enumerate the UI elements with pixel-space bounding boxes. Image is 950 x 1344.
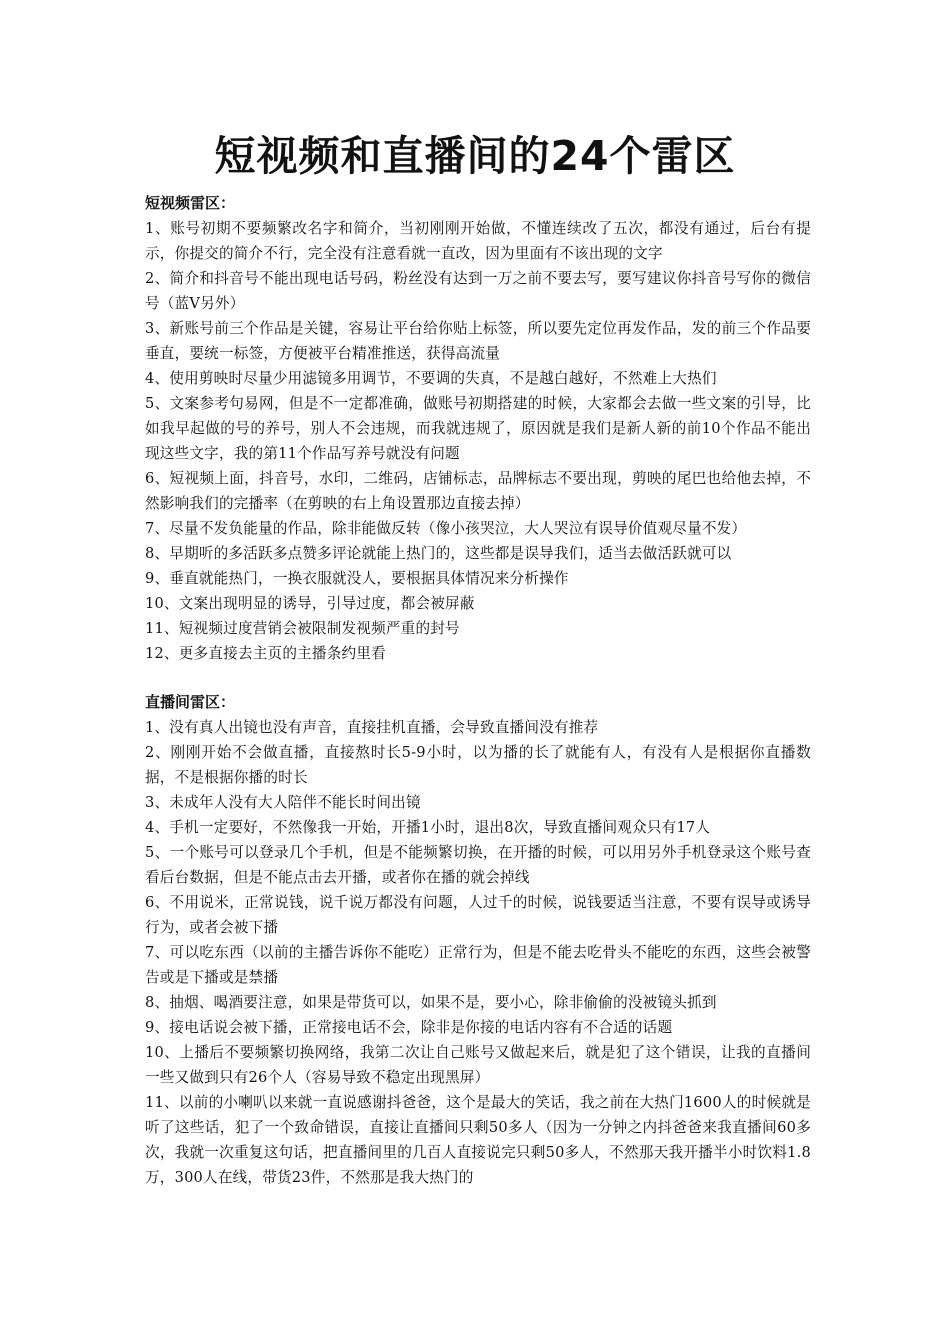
document-body [145, 191, 811, 1190]
page-title: 短视频和直播间的24个雷区 [214, 132, 736, 180]
short-video-item-3: 3、新账号前三个作品是关键，容易让平台给你贴上标签，所以要先定位再发作品，发的前三个作品要垂直，要统一标签，方便被平台精准推送，获得高流量 [145, 320, 811, 362]
live-room-item-9: 9、接电话说会被下播，正常接电话不会，除非是你接的电话内容有不合适的话题 [145, 1019, 673, 1036]
live-room-item-4: 4、手机一定要好，不然像我一开始，开播1小时，退出8次，导致直播间观众只有17人 [145, 819, 711, 836]
short-video-item-9: 9、垂直就能热门，一换衣服就没人，要根据具体情况来分析操作 [145, 570, 569, 587]
short-video-item-7: 7、尽量不发负能量的作品，除非能做反转（像小孩哭泣，大人哭泣有误导价值观尽量不发） [145, 520, 747, 537]
section-heading-live-room: 直播间雷区： [145, 693, 236, 711]
short-video-item-5: 5、文案参考句易网，但是不一定都准确，做账号初期搭建的时候，大家都会去做一些文案的引导，比如我早起做的号的养号，别人不会违规，而我就违规了，原因就是我们是新人新的前10个作品不能出现这些文字，我的第11个作品写养号就没有问题 [145, 395, 811, 462]
short-video-item-6: 6、短视频上面，抖音号，水印，二维码，店铺标志，品牌标志不要出现，剪映的尾巴也给他去掉，不然影响我们的完播率（在剪映的右上角设置那边直接去掉） [145, 470, 811, 512]
live-room-item-10: 10、上播后不要频繁切换网络，我第二次让自己账号又做起来后，就是犯了这个错误，让我的直播间一些又做到只有26个人（容易导致不稳定出现黑屏） [145, 1044, 811, 1086]
short-video-item-12: 12、更多直接去主页的主播条约里看 [145, 645, 386, 662]
live-room-item-7: 7、可以吃东西（以前的主播告诉你不能吃）正常行为，但是不能去吃骨头不能吃的东西，这些会被警告或是下播或是禁播 [145, 944, 811, 986]
live-room-item-5: 5、一个账号可以登录几个手机，但是不能频繁切换，在开播的时候，可以用另外手机登录这个账号查看后台数据，但是不能点击去开播，或者你在播的就会掉线 [145, 844, 811, 886]
section-spacer [145, 666, 811, 690]
live-room-item-6: 6、不用说米，正常说钱，说千说万都没有问题，人过千的时候，说钱要适当注意，不要有误导或诱导行为，或者会被下播 [145, 894, 811, 936]
short-video-item-2: 2、简介和抖音号不能出现电话号码，粉丝没有达到一万之前不要去写，要写建议你抖音号写你的微信号（蓝V另外） [145, 270, 811, 312]
live-room-item-3: 3、未成年人没有大人陪伴不能长时间出镜 [145, 794, 421, 811]
section-heading-short-video: 短视频雷区： [145, 194, 236, 212]
live-room-item-1: 1、没有真人出镜也没有声音，直接挂机直播，会导致直播间没有推荐 [145, 719, 599, 736]
live-room-item-2: 2、刚刚开始不会做直播，直接熬时长5-9小时，以为播的长了就能有人，有没有人是根据你直播数据，不是根据你播的时长 [145, 744, 811, 786]
live-room-item-11: 11、以前的小喇叭以来就一直说感谢抖爸爸，这个是最大的笑话，我之前在大热门1600人的时候就是听了这些话，犯了一个致命错误，直接让直播间只剩50多人（因为一分钟之内抖爸爸来我直播间60多次，我就一次重复这句话，把直播间里的几百人直接说完只剩50多人，不然那天我开播半小时饮料1.8万，300人在线，带货23件，不然那是我大热门的 [145, 1094, 811, 1186]
short-video-item-8: 8、早期听的多活跃多点赞多评论就能上热门的，这些都是误导我们，适当去做活跃就可以 [145, 545, 732, 562]
short-video-item-11: 11、短视频过度营销会被限制发视频严重的封号 [145, 620, 460, 637]
live-room-item-8: 8、抽烟、喝酒要注意，如果是带货可以，如果不是，要小心，除非偷偷的没被镜头抓到 [145, 994, 717, 1011]
short-video-item-1: 1、账号初期不要频繁改名字和简介，当初刚刚开始做，不懂连续改了五次，都没有通过，后台有提示，你提交的简介不行，完全没有注意看就一直改，因为里面有不该出现的文字 [145, 220, 811, 262]
short-video-item-10: 10、文案出现明显的诱导，引导过度，都会被屏蔽 [145, 595, 475, 612]
short-video-item-4: 4、使用剪映时尽量少用滤镜多用调节，不要调的失真，不是越白越好，不然难上大热们 [145, 370, 717, 387]
